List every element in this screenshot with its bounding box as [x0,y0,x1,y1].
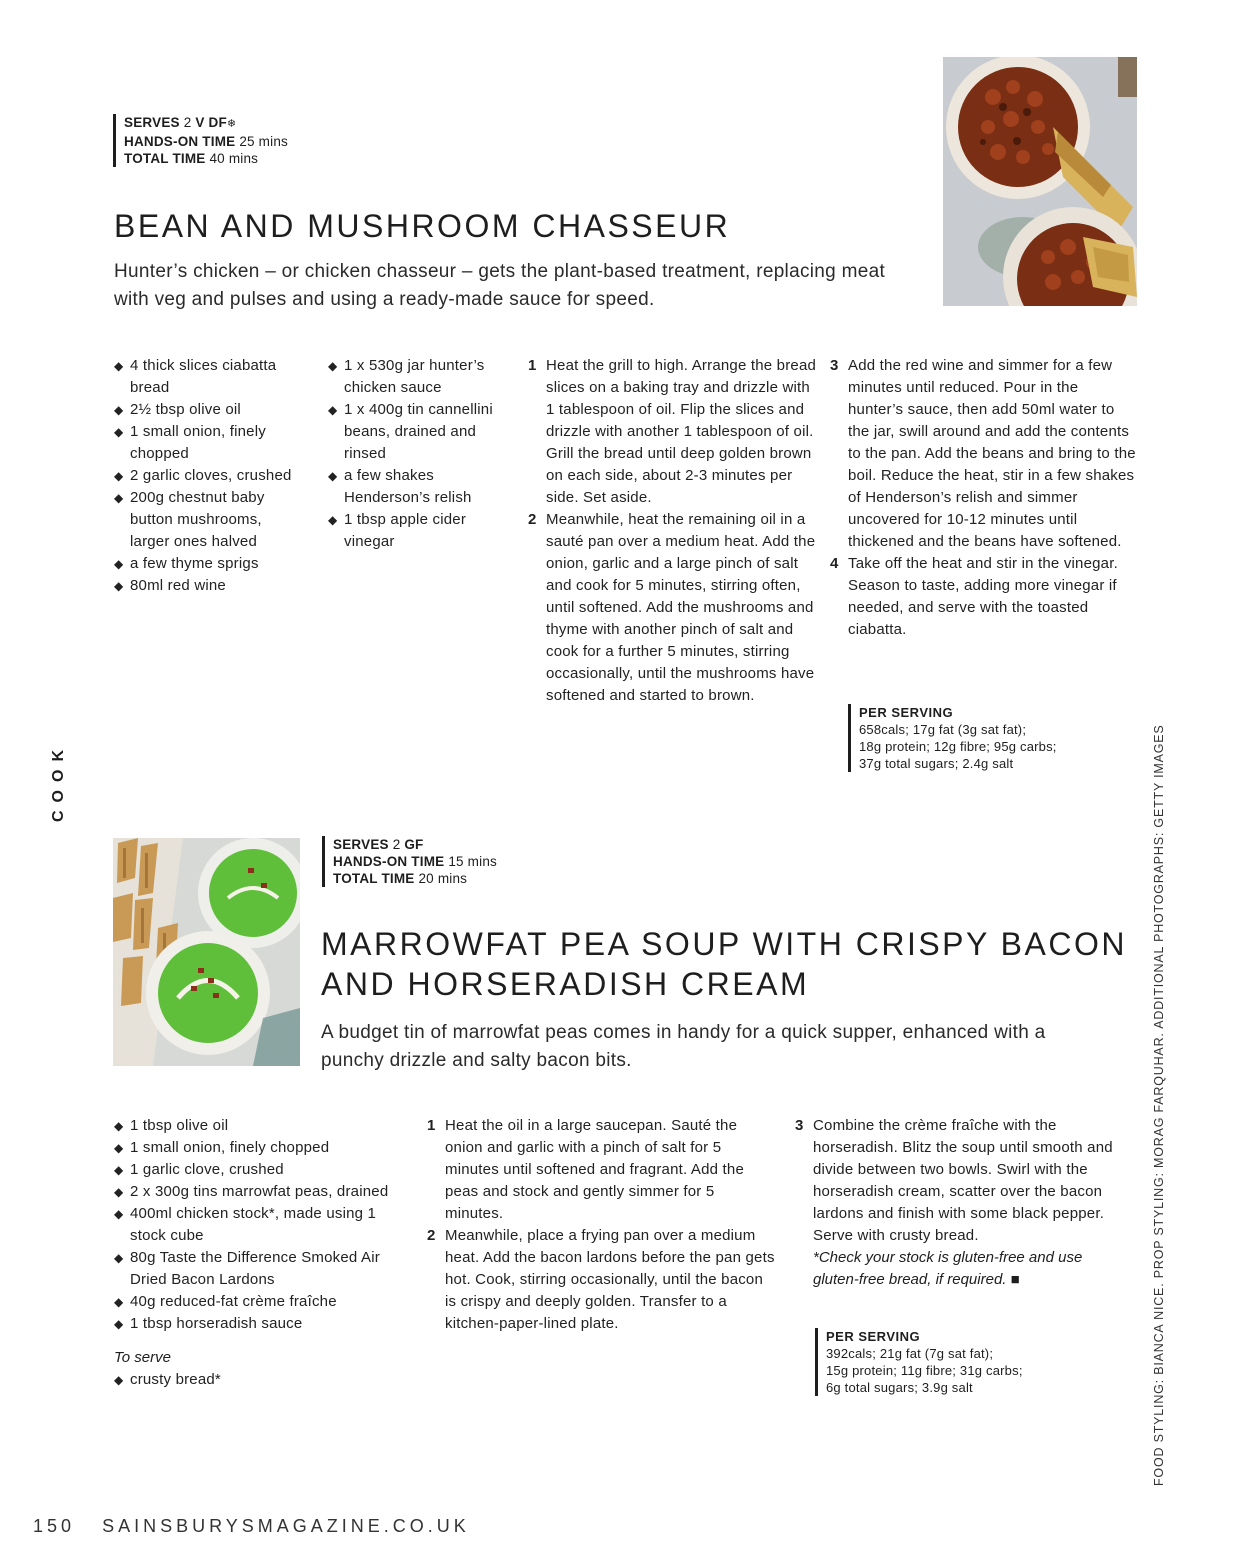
recipe2-meta [322,836,497,887]
step-text: Combine the crème fraîche with the horseradish. Blitz the soup until smooth and divide between two bowls. Swirl with the horseradish cream, scatter over the bacon lardons and finish with some black pepper. Serve with crusty bread. [813,1117,1113,1244]
step-number: 2 [528,511,537,528]
end-mark: ■ [1010,1271,1020,1288]
ingredient-item: ◆ 1 small onion, finely chopped [114,1137,404,1159]
recipe2-title [321,924,1127,1004]
step-number: 4 [830,555,839,572]
recipe1-ingredients-col1 [114,355,299,597]
ingredient-item: ◆ 1 x 530g jar hunter’s chicken sauce [328,355,513,399]
recipe1-photo [943,57,1137,306]
ingredient-item: ◆ 40g reduced-fat crème fraîche [114,1291,404,1313]
to-serve-label: To serve [114,1349,171,1366]
nutrition-line: 37g total sugars; 2.4g salt [859,756,1014,771]
ingredient-item: ◆ 1 x 400g tin cannellini beans, drained and rinsed [328,399,513,465]
method-step [427,1225,777,1335]
serves-value: 2 [392,837,401,852]
method-step [528,509,820,707]
page-footer [33,1516,470,1537]
ingredient-item: ◆ a few shakes Henderson’s relish [328,465,513,509]
ingredient-item: ◆ crusty bread* [114,1369,404,1391]
ingredient-item: ◆ 80g Taste the Difference Smoked Air Dried Bacon Lardons [114,1247,404,1291]
step-number: 1 [427,1117,436,1134]
total-time-label: TOTAL TIME [124,151,206,166]
ingredient-item: ◆ 2 garlic cloves, crushed [114,465,299,487]
recipe1-title: BEAN AND MUSHROOM CHASSEUR [114,208,731,244]
nutrition-line: 15g protein; 11g fibre; 31g carbs; [826,1363,1023,1378]
recipe1-method-col1 [528,355,820,707]
recipe1-per-serving [848,704,1129,772]
total-time-value: 40 mins [209,151,259,166]
method-step [795,1115,1130,1247]
total-time-label: TOTAL TIME [333,871,415,886]
serves-label: SERVES [333,837,389,852]
nutrition-line: 658cals; 17g fat (3g sat fat); [859,722,1027,737]
hands-on-label: HANDS-ON TIME [333,854,445,869]
step-text: Meanwhile, place a frying pan over a medium heat. Add the bacon lardons before the pan gets hot. Cook, stirring occasionally, until the bacon is crispy and deeply golden. Transfer to a kitchen-paper-lined plate. [445,1227,775,1332]
method-step [830,355,1137,553]
step-number: 2 [427,1227,436,1244]
total-time-value: 20 mins [418,871,468,886]
ingredient-item: ◆ 1 tbsp olive oil [114,1115,404,1137]
per-serving-label: PER SERVING [859,705,954,720]
recipe2-ingredients [114,1115,404,1391]
method-step [427,1115,777,1225]
step-text: Add the red wine and simmer for a few minutes until reduced. Pour in the hunter’s sauce, then add 50ml water to the jar, swill around and add the contents to the pan. Add the beans and bring to the boil. Reduce the heat, stir in a few shakes of Henderson’s relish and simmer uncovered for 10-12 minutes until thickened and the beans have softened. [848,357,1136,550]
hands-on-value: 25 mins [239,134,288,149]
bean-bowls-image [943,57,1137,306]
nutrition-line: 6g total sugars; 3.9g salt [826,1380,973,1395]
step-text: Heat the oil in a large saucepan. Sauté the onion and garlic with a pinch of salt for 5 minutes until softened and fragrant. Add the peas and stock and gently simmer for 5 minutes. [445,1117,744,1222]
snowflake-icon: ❄ [226,118,237,130]
nutrition-line: 392cals; 21g fat (7g sat fat); [826,1346,994,1361]
serves-label: SERVES [124,115,180,130]
per-serving-label: PER SERVING [826,1329,921,1344]
serves-value: 2 [183,115,192,130]
step-text: Meanwhile, heat the remaining oil in a sauté pan over a medium heat. Add the onion, garlic and a large pinch of salt and cook for 5 minutes, stirring often, until softened. Add the mushrooms and thyme with another pinch of salt and cook for a further 5 minutes, stirring occasionally, until the mushrooms have softened and started to brown. [546,511,816,704]
ingredient-item: ◆ 2½ tbsp olive oil [114,399,299,421]
ingredients-list [114,1115,404,1335]
ingredient-item: ◆ 1 tbsp horseradish sauce [114,1313,404,1335]
hands-on-label: HANDS-ON TIME [124,134,236,149]
recipe2-intro: A budget tin of marrowfat peas comes in handy for a quick supper, enhanced with a punchy drizzle and salty bacon bits. [321,1022,1046,1071]
recipe2-title-line1: MARROWFAT PEA SOUP WITH CRISPY BACON [321,926,1127,962]
recipe1-intro: Hunter’s chicken – or chicken chasseur – gets the plant-based treatment, replacing meat with veg and pulses and using a ready-made sauce for speed. [114,261,886,310]
step-number: 1 [528,357,537,374]
ingredient-item: ◆ 2 x 300g tins marrowfat peas, drained [114,1181,404,1203]
recipe2-per-serving [815,1328,1096,1396]
section-label: COOK [50,742,67,822]
recipe1-method-col2 [830,355,1137,641]
ingredient-item: ◆ 1 garlic clove, crushed [114,1159,404,1181]
recipe2-title-line2: AND HORSERADISH CREAM [321,966,810,1002]
page-number: 150 [33,1516,76,1536]
hands-on-value: 15 mins [448,854,497,869]
ingredient-item: ◆ a few thyme sprigs [114,553,299,575]
site-url[interactable]: SAINSBURYSMAGAZINE.CO.UK [102,1516,470,1536]
recipe2-method-col2 [795,1115,1130,1291]
nutrition-line: 18g protein; 12g fibre; 95g carbs; [859,739,1057,754]
ingredient-item: ◆ 200g chestnut baby button mushrooms, larger ones halved [114,487,299,553]
stock-note-text: *Check your stock is gluten-free and use gluten-free bread, if required. [813,1249,1083,1288]
recipe2-method-col1 [427,1115,777,1335]
recipe2-photo [113,838,300,1066]
ingredient-item: ◆ 1 small onion, finely chopped [114,421,299,465]
pea-soup-image [113,838,300,1066]
step-text: Take off the heat and stir in the vinegar. Season to taste, adding more vinegar if needed, and serve with the toasted ciabatta. [848,555,1118,638]
step-number: 3 [795,1117,804,1134]
photo-credits: FOOD STYLING: BIANCA NICE. PROP STYLING: MORAG FARQUHAR. ADDITIONAL PHOTOGRAPHS: GETTY IMAGES [1152,724,1166,1486]
ingredient-item: ◆ 80ml red wine [114,575,299,597]
stock-note [795,1247,1130,1291]
to-serve-list [114,1369,404,1391]
recipe1-ingredients-col2 [328,355,513,553]
step-text: Heat the grill to high. Arrange the bread slices on a baking tray and drizzle with 1 tablespoon of oil. Flip the slices and drizzle with another 1 tablespoon of oil. Grill the bread until deep golden brown on each side, about 2-3 minutes per side. Set aside. [546,357,817,506]
ingredient-item: ◆ 400ml chicken stock*, made using 1 stock cube [114,1203,404,1247]
diet-tags: GF [404,837,424,852]
step-number: 3 [830,357,839,374]
ingredient-item: ◆ 4 thick slices ciabatta bread [114,355,299,399]
diet-tags: V DF [195,115,227,130]
method-steps [795,1115,1130,1247]
method-step [830,553,1137,641]
recipe1-meta [113,114,288,167]
ingredient-item: ◆ 1 tbsp apple cider vinegar [328,509,513,553]
method-step [528,355,820,509]
